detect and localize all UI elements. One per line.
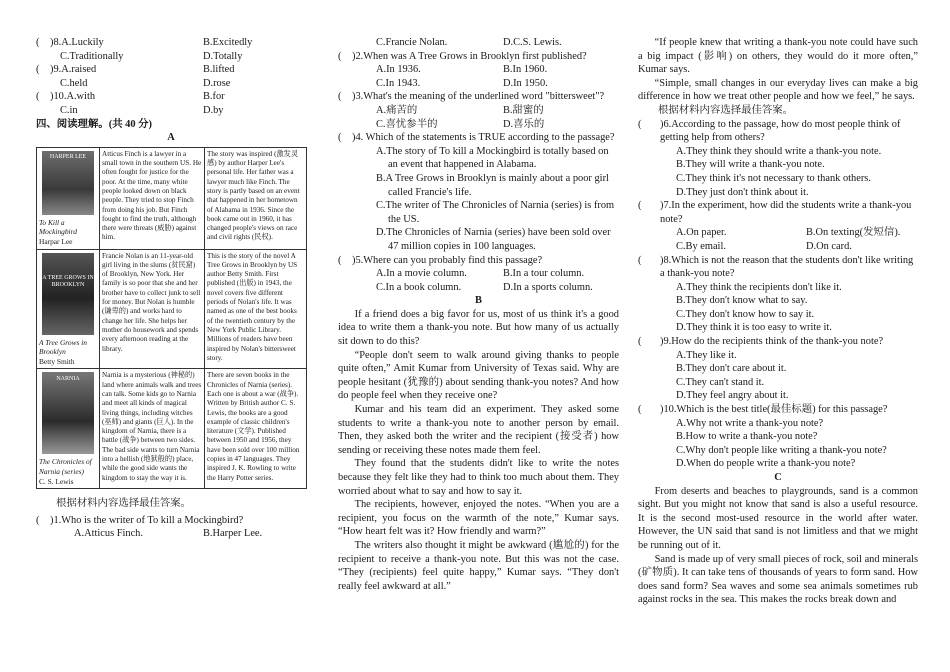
option-d: D.rose <box>203 77 231 89</box>
option-a: A.The story of To kill a Mockingbird is totally based on an event that happened in Alabama. <box>376 145 609 171</box>
option-c: C.They think it's not necessary to thank others. <box>676 172 871 184</box>
answer-paren: ( <box>338 50 342 62</box>
book-cover-cell <box>37 249 100 369</box>
book-cover-cell <box>37 147 100 249</box>
passage-c-label: C <box>774 472 782 483</box>
book-story: This is the story of the novel A Tree Grows in Brooklyn by US author Betty Smith. First published (出版) in 1943, the novel covers five different periods of Nolan's life. It was named as one of the best books of the twentieth century by the New York Public Library. Millions of readers have been inspired by Nolan's bittersweet story. <box>205 249 307 369</box>
question-9: )9.A.raised <box>50 64 97 76</box>
option-b: B.Excitedly <box>203 37 253 48</box>
option-d: D.In 1950. <box>503 77 548 89</box>
passage-b-label: B <box>475 295 482 307</box>
option-c: C.held <box>60 77 88 89</box>
book-title: To Kill a Mockingbird <box>39 217 77 237</box>
question-1: )1.Who is the writer of To kill a Mockingbird? <box>50 514 244 526</box>
passage-paragraph: From deserts and beaches to playgrounds, sand is a common sight. But you might not know that sand is also a useful resource. It is the second most-used resource in the world after water. However, the UN said that sand is not limitless and that we might be running out of it. <box>638 485 918 551</box>
option-b: B.lifted <box>203 64 235 76</box>
option-c: C.Francie Nolan. <box>376 37 448 48</box>
option-b: B.They don't know what to say. <box>676 295 808 307</box>
options-row <box>638 226 918 240</box>
option-b: B.How to write a thank-you note? <box>676 431 818 443</box>
options-row <box>338 104 619 118</box>
cover-text: NARNIA <box>56 376 80 383</box>
option-c: C.喜忧参半的 <box>376 118 438 130</box>
question-6: )6.According to the passage, how do most people think of getting help from others? <box>660 118 901 144</box>
answer-paren: ( <box>36 37 40 48</box>
question-10: )10.Which is the best title(最佳标题) for this passage? <box>660 404 888 416</box>
option-c: C.in <box>60 104 78 116</box>
option-a: A.They like it. <box>676 349 737 361</box>
option-c: C.Why don't people like writing a thank-you note? <box>676 444 887 456</box>
option-c: C.They don't know how to say it. <box>676 308 815 320</box>
question-8: )8.Which is not the reason that the students don't like writing a thank-you note? <box>660 254 914 280</box>
book-title: The Chronicles of Narnia (series) <box>39 457 92 476</box>
answer-paren: ( <box>338 91 342 103</box>
question-10-block <box>638 403 918 471</box>
book-author: Harpar Lee <box>39 236 73 246</box>
question-10-row2 <box>36 104 306 118</box>
passage-paragraph: If a friend does a big favor for us, most of us think it's a good idea to write them a thank-you note. But how many of us actually sit down to do this? <box>338 308 619 348</box>
option-c: C.They can't stand it. <box>676 376 765 388</box>
book-row <box>37 249 307 369</box>
question-9-row <box>36 63 306 77</box>
option-d: D.C.S. Lewis. <box>503 37 562 48</box>
column-left <box>36 36 306 541</box>
option-b: B.In a tour column. <box>503 268 585 280</box>
answer-paren: ( <box>638 118 642 130</box>
option-a: A.In a movie column. <box>376 268 467 280</box>
cover-text: HARPER LEE <box>49 153 87 160</box>
answer-paren: ( <box>36 514 40 526</box>
book-description: Francie Nolan is an 11-year-old girl living in the slums (贫民窟) of Brooklyn, New York. Her family is so poor that she and her brother have to collect junk to sell for money. But Nolan is humble (谦卑的) and works hard to change her life. She helps her mother do housework and spends every afternoon reading at the library. <box>100 249 205 369</box>
book-cover-image <box>42 372 94 454</box>
option-a: A.They think the recipients don't like it. <box>676 281 842 293</box>
question-4: )4. Which of the statements is TRUE according to the passage? <box>352 132 615 144</box>
option-d: D.They feel angry about it. <box>676 390 789 402</box>
instruction: 根据材料内容选择最佳答案。 <box>658 104 794 116</box>
question-2: )2.When was A Tree Grows in Brooklyn first published? <box>352 50 587 62</box>
answer-paren: ( <box>638 404 642 416</box>
answer-paren: ( <box>338 254 342 266</box>
question-4-block <box>338 131 619 253</box>
question-9: )9.How do the recipients think of the thank-you note? <box>660 336 884 348</box>
column-middle <box>338 36 619 593</box>
passage-paragraph: The writers also thought it might be awkward (尴尬的) for the recipient to receive a thank-you note. But this was not the case. “They (recipients) feel quite happy,” Kumar says. “They don't really feel awkward at all.” <box>338 539 619 592</box>
question-1-options-cd <box>338 36 619 50</box>
option-b: B.Harper Lee. <box>203 528 263 540</box>
question-6-block <box>638 118 918 200</box>
book-table <box>36 147 307 489</box>
option-c: C.The writer of The Chronicles of Narnia (series) is from the US. <box>376 200 615 225</box>
option-b: B.In 1960. <box>503 64 548 76</box>
question-9-block <box>638 335 918 403</box>
option-b: B.On texting(发短信). <box>806 227 901 239</box>
book-author: Betty Smith <box>39 356 75 366</box>
option-a: A.In 1936. <box>376 64 421 76</box>
book-story: There are seven books in the Chronicles of Narnia (series). Each one is about a war (战争). Written by British author C. S. Lewis, the books are a good example of classic children's literature (文学). Published between 1950 and 1956, they have been sold over 100 million copies in 47 languages. They inspired J. K. Rowling to write the Harry Potter series. <box>205 369 307 489</box>
passage-paragraph: Kumar and his team did an experiment. They asked some students to write a thank-you note to another person by email. Then, they asked both the writer and the recipient (接受者) how sending or receiving these notes made them feel. <box>338 404 619 456</box>
option-a: A.On paper. <box>676 227 727 239</box>
options-row <box>338 267 619 281</box>
option-b: B.A Tree Grows in Brooklyn is mainly about a poor girl called Francie's life. <box>376 172 609 198</box>
option-d: D.by <box>203 104 224 116</box>
book-author: C. S. Lewis <box>39 476 74 486</box>
question-3-row <box>338 90 619 104</box>
option-d: D.When do people write a thank-you note? <box>676 458 856 470</box>
question-10: )10.A.with <box>50 91 96 103</box>
options-row <box>338 77 619 91</box>
option-b: B.for <box>203 91 225 103</box>
question-8-row <box>36 36 306 50</box>
option-c: C.In 1943. <box>376 77 421 89</box>
answer-paren: ( <box>638 336 642 348</box>
question-7-block <box>638 199 918 253</box>
answer-paren: ( <box>638 254 642 266</box>
option-c: C.By email. <box>676 240 726 252</box>
book-cover-image <box>42 151 94 215</box>
passage-paragraph: They found that the students didn't like to write the notes because they felt like they had to think too much about them. They worried about what to say and how to say it. <box>338 458 619 497</box>
options-row <box>338 118 619 132</box>
options-row <box>338 63 619 77</box>
option-d: D.They think it is too easy to write it. <box>676 322 832 334</box>
instruction: 根据材料内容选择最佳答案。 <box>56 498 192 510</box>
option-b: B.They don't care about it. <box>676 363 787 375</box>
question-7: )7.In the experiment, how did the students write a thank-you note? <box>660 200 912 225</box>
column-right <box>638 36 918 607</box>
question-10-row <box>36 90 306 104</box>
answer-paren: ( <box>36 64 40 76</box>
option-d: D.In a sports column. <box>503 281 593 293</box>
passage-paragraph: “Simple, small changes in our everyday lives can make a big difference in how we treat other people and how we feel,” he says. <box>638 77 918 103</box>
option-c: C.Traditionally <box>60 50 124 62</box>
option-c: C.In a book column. <box>376 281 462 293</box>
question-9-row2 <box>36 77 306 91</box>
section-heading: 四、阅读理解。(共 40 分) <box>36 118 153 130</box>
option-d: D.喜乐的 <box>503 118 545 130</box>
option-a: A.Atticus Finch. <box>74 528 143 540</box>
option-d: D.Totally <box>203 50 243 62</box>
passage-paragraph: Sand is made up of very small pieces of rock, soil and minerals (矿物质). It can take tens of thousands of years to form sand. How does sand form? Sea waves and some sea animals sometimes rub against rocks in the sea. This makes the rocks break down and <box>638 553 918 606</box>
question-8-block <box>638 254 918 336</box>
option-a: A.They think they should write a thank-you note. <box>676 145 882 157</box>
book-row <box>37 147 307 249</box>
cover-text: A TREE GROWS IN BROOKLYN <box>42 274 94 288</box>
book-story: The story was inspired (激发灵感) by author Harper Lee's personal life. Her father was a lawyer much like Finch. The story is partly based on an event that happened in her hometown of Alabama in 1936. Since the book came out in 1960, it has changed people's views on race and civil rights (民权). <box>205 147 307 249</box>
book-cover-cell <box>37 369 100 489</box>
passage-paragraph: The recipients, however, enjoyed the notes. “When you are a recipient, you focus on the warmth of the note,” Kumar says. “How heart felt was it? How friendly and warm?” <box>338 499 619 538</box>
book-title: A Tree Grows in Brooklyn <box>39 337 87 357</box>
book-cover-image <box>42 253 94 335</box>
passage-a-label: A <box>167 132 175 144</box>
answer-paren: ( <box>36 91 40 103</box>
options-row <box>638 240 918 254</box>
question-1-row <box>36 514 306 528</box>
option-d: D.They just don't think about it. <box>676 186 809 198</box>
option-b: B.甜蜜的 <box>503 104 544 116</box>
passage-paragraph: “If people knew that writing a thank-you note could have such a big impact (影响) on others, they would do it more often,” Kumar says. <box>638 37 918 76</box>
book-description: Atticus Finch is a lawyer in a small town in the southern US. He often fought for justice for the poor. At the time, many white people looked down on black people. They tried to stop Finch from doing his job. But Finch fought to find the truth, although there were threats (威胁) against him. <box>100 147 205 249</box>
book-description: Narnia is a mysterious (神秘的) land where animals walk and trees can talk. Some kids go to Narnia and meet all kinds of magical living things, including witches (巫师) and giants (巨人). In the kingdom of Narnia, there is a battle (战争) between two sides. The bad side wants to turn Narnia into a hellish (地狱般的) place, while the good side wants the kingdom to stay the way it is. <box>100 369 205 489</box>
question-5-row <box>338 254 619 268</box>
book-row <box>37 369 307 489</box>
option-a: A.痛苦的 <box>376 104 418 116</box>
question-8-row2 <box>36 50 306 64</box>
question-8: )8.A.Luckily <box>50 37 104 48</box>
answer-paren: ( <box>338 132 342 144</box>
answer-paren: ( <box>638 200 642 212</box>
option-b: B.They will write a thank-you note. <box>676 159 825 171</box>
option-a: A.Why not write a thank-you note? <box>676 417 824 429</box>
option-d: D.On card. <box>806 240 852 252</box>
passage-paragraph: “People don't seem to walk around giving thanks to people quite often,” Amit Kumar from University of Texas said. Why are people hesitant (犹豫的) about sending thank-you notes? And how do people feel when they receive one? <box>338 349 619 402</box>
question-1-options <box>36 527 306 541</box>
question-2-row <box>338 50 619 64</box>
options-row <box>338 281 619 295</box>
option-d: D.The Chronicles of Narnia (series) have been sold over 47 million copies in 100 languages. <box>376 227 611 252</box>
question-3: )3.What's the meaning of the underlined word "bittersweet"? <box>352 91 605 103</box>
question-5: )5.Where can you probably find this passage? <box>352 254 543 266</box>
